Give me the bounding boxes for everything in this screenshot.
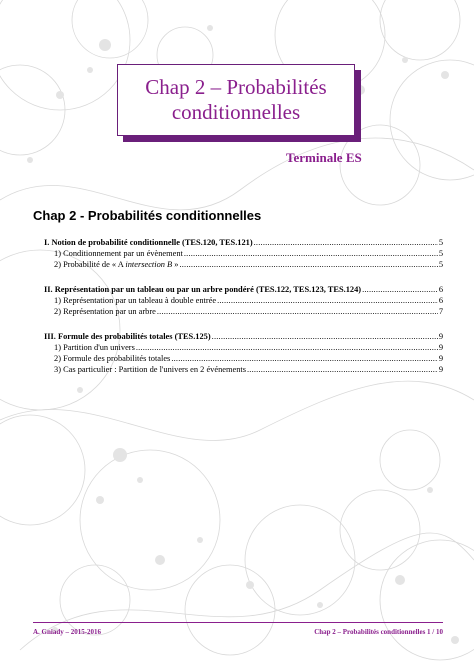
toc-entry-text: 1) Représentation par un tableau à double entrée bbox=[54, 296, 217, 305]
toc-page-number: 9 bbox=[438, 365, 443, 374]
toc-entry-text: III. Formule des probabilités totales (TES.125) bbox=[44, 332, 211, 341]
toc-entry-section-1[interactable] bbox=[44, 237, 443, 248]
toc-entry-text: 3) Cas particulier : Partition de l'univers en 2 événements bbox=[54, 365, 246, 374]
footer-divider bbox=[33, 622, 443, 623]
toc-page-number: 9 bbox=[438, 343, 443, 352]
toc-leader-dots bbox=[171, 353, 438, 364]
toc-leader-dots bbox=[157, 306, 438, 317]
toc-text-before: 2) Probabilité de « A bbox=[54, 260, 126, 269]
toc-page-number: 5 bbox=[438, 238, 443, 247]
title-box bbox=[117, 64, 355, 136]
toc-leader-dots bbox=[179, 259, 437, 270]
toc-entry-section-3[interactable] bbox=[44, 331, 443, 342]
toc-entry-subsection[interactable] bbox=[44, 295, 443, 306]
toc-page-number: 9 bbox=[438, 354, 443, 363]
toc-page-number: 6 bbox=[438, 296, 443, 305]
toc-leader-dots bbox=[217, 295, 438, 306]
title-line-1: Chap 2 – Probabilités bbox=[145, 75, 327, 99]
footer-author: A. Gniady – 2015-2016 bbox=[33, 628, 102, 636]
toc-page-number: 5 bbox=[438, 260, 443, 269]
toc-entry-subsection[interactable] bbox=[44, 353, 443, 364]
toc-text-italic: intersection B bbox=[125, 260, 173, 269]
toc-page-number: 7 bbox=[438, 307, 443, 316]
toc-entry-text: 2) Formule des probabilités totales bbox=[54, 354, 171, 363]
toc-entry-subsection[interactable] bbox=[44, 248, 443, 259]
subtitle: Terminale ES bbox=[286, 150, 362, 165]
toc-leader-dots bbox=[136, 342, 438, 353]
toc-entry-text: II. Représentation par un tableau ou par un arbre pondéré (TES.122, TES.123, TES.124) bbox=[44, 285, 362, 294]
footer-chapter-page: Chap 2 – Probabilités conditionnelles 1 / 10 bbox=[314, 628, 443, 636]
toc-entry-text: I. Notion de probabilité conditionnelle (TES.120, TES.121) bbox=[44, 238, 253, 247]
toc-text-after: » bbox=[172, 260, 179, 269]
toc-leader-dots bbox=[212, 331, 438, 342]
toc-heading: Chap 2 - Probabilités conditionnelles bbox=[33, 208, 262, 223]
toc-entry-subsection[interactable] bbox=[44, 342, 443, 353]
toc-entry-text: 1) Partition d'un univers bbox=[54, 343, 135, 352]
title-line-2: conditionnelles bbox=[171, 100, 301, 124]
toc-entry-subsection[interactable] bbox=[44, 259, 443, 270]
toc-leader-dots bbox=[184, 248, 438, 259]
toc-entry-subsection[interactable] bbox=[44, 306, 443, 317]
toc-leader-dots bbox=[362, 284, 438, 295]
toc-leader-dots bbox=[247, 364, 438, 375]
toc-page-number: 9 bbox=[438, 332, 443, 341]
toc-page-number: 6 bbox=[438, 285, 443, 294]
table-of-contents bbox=[44, 237, 443, 375]
toc-entry-text: 1) Conditionnement par un évènement bbox=[54, 249, 183, 258]
toc-page-number: 5 bbox=[438, 249, 443, 258]
toc-entry-section-2[interactable] bbox=[44, 284, 443, 295]
toc-entry-text bbox=[54, 259, 178, 270]
toc-entry-text: 2) Représentation par un arbre bbox=[54, 307, 156, 316]
toc-leader-dots bbox=[254, 237, 438, 248]
toc-entry-subsection[interactable] bbox=[44, 364, 443, 375]
